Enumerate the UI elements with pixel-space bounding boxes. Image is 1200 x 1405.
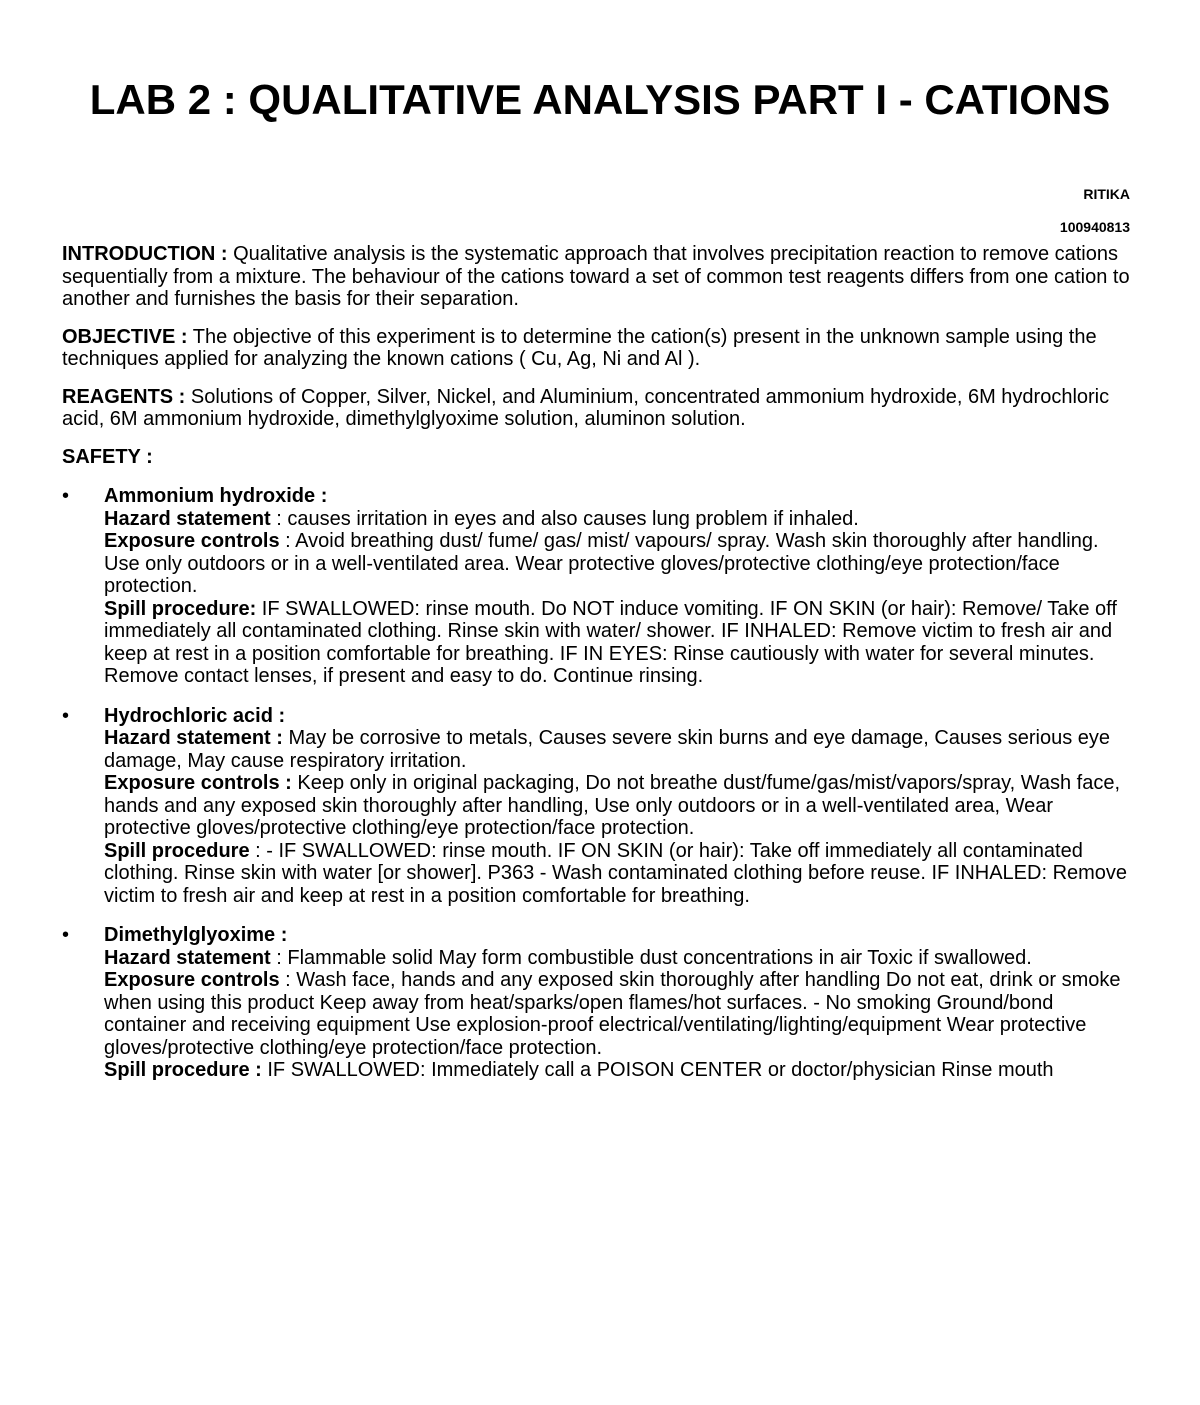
exposure-text: : Avoid breathing dust/ fume/ gas/ mist/ vapours/ spray. Wash skin thoroughly after handling. Use only outdoors or in a well-ventilated area. Wear protective gloves/protective clothing/eye protection/face protection. bbox=[104, 530, 1099, 597]
hazard-text: : causes irritation in eyes and also causes lung problem if inhaled. bbox=[270, 507, 859, 530]
exposure-controls bbox=[104, 969, 1137, 1059]
safety-item-hydrochloric-acid bbox=[62, 705, 1137, 908]
introduction-label: INTRODUCTION : bbox=[62, 243, 228, 265]
objective-paragraph bbox=[62, 326, 1137, 371]
hazard-label: Hazard statement bbox=[104, 507, 271, 530]
exposure-text: Keep only in original packaging, Do not breathe dust/fume/gas/mist/vapors/spray, Wash face, hands and any exposed skin thoroughly after handling, Use only outdoors or in a well-ventilated area, Wear protective gloves/protective clothing/eye protection/face protection. bbox=[104, 772, 1121, 839]
safety-item-ammonium-hydroxide bbox=[62, 485, 1137, 688]
bullet-icon: • bbox=[62, 485, 70, 507]
reagents-paragraph bbox=[62, 386, 1137, 431]
reagents-label: REAGENTS : bbox=[62, 385, 186, 408]
hazard-statement bbox=[104, 727, 1137, 772]
spill-text: : - IF SWALLOWED: rinse mouth. IF ON SKIN (or hair): Take off immediately all contaminated clothing. Rinse skin with water [or shower]. P363 - Wash contaminated clothing before reuse. IF INHALED: Remove victim to fresh air and keep at rest in a position comfortable for breathing. bbox=[104, 839, 1128, 907]
introduction-text: Qualitative analysis is the systematic approach that involves precipitation reaction to remove cations sequentially from a mixture. The behaviour of the cations toward a set of common test reagents differs from one cation to another and furnishes the basis for their separation. bbox=[62, 243, 1130, 310]
chemical-name: Dimethylglyoxime : bbox=[104, 924, 288, 946]
objective-text: The objective of this experiment is to determine the cation(s) present in the unknown sample using the techniques applied for analyzing the known cations ( Cu, Ag, Ni and Al ). bbox=[62, 325, 1097, 370]
hazard-statement bbox=[104, 947, 1137, 970]
author-name: RITIKA bbox=[1083, 186, 1130, 202]
objective-label: OBJECTIVE : bbox=[62, 325, 188, 348]
hazard-label: Hazard statement bbox=[104, 946, 271, 969]
bullet-icon: • bbox=[62, 704, 70, 727]
exposure-label: Exposure controls bbox=[104, 969, 280, 991]
exposure-controls bbox=[104, 530, 1137, 598]
spill-label: Spill procedure bbox=[104, 839, 250, 862]
hazard-text: : Flammable solid May form combustible dust concentrations in air Toxic if swallowed. bbox=[270, 946, 1032, 969]
document-body bbox=[62, 243, 1137, 1099]
spill-procedure bbox=[104, 1059, 1137, 1082]
spill-text: IF SWALLOWED: rinse mouth. Do NOT induce vomiting. IF ON SKIN (or hair): Remove/ Take off immediately all contaminated clothing. Rinse skin with water/ shower. IF INHALED: Remove victim to fresh air and keep at rest in a position comfortable for breathing. IF IN EYES: Rinse cautiously with water for several minutes. Remove contact lenses, if present and easy to do. Continue rinsing. bbox=[104, 597, 1117, 687]
safety-item-dimethylglyoxime bbox=[62, 924, 1137, 1082]
spill-label: Spill procedure: bbox=[104, 597, 257, 620]
reagents-text: Solutions of Copper, Silver, Nickel, and Aluminium, concentrated ammonium hydroxide, 6M hydrochloric acid, 6M ammonium hydroxide, dimethylglyoxime solution, aluminon solution. bbox=[62, 385, 1110, 430]
hazard-label: Hazard statement : bbox=[104, 727, 283, 749]
chemical-name: Hydrochloric acid : bbox=[104, 704, 286, 727]
hazard-text: May be corrosive to metals, Causes severe skin burns and eye damage, Causes serious eye damage, May cause respiratory irritation. bbox=[104, 727, 1111, 772]
introduction-paragraph bbox=[62, 243, 1137, 311]
exposure-controls bbox=[104, 772, 1137, 840]
safety-heading: SAFETY : bbox=[62, 445, 153, 468]
document-title: LAB 2 : QUALITATIVE ANALYSIS PART I - CATIONS bbox=[89, 76, 1111, 123]
spill-label: Spill procedure : bbox=[104, 1059, 262, 1081]
spill-text: IF SWALLOWED: Immediately call a POISON CENTER or doctor/physician Rinse mouth bbox=[261, 1059, 1054, 1081]
exposure-label: Exposure controls : bbox=[104, 772, 292, 794]
exposure-text: : Wash face, hands and any exposed skin thoroughly after handling Do not eat, drink or smoke when using this product Keep away from heat/sparks/open flames/hot surfaces. - No smoking Ground/bond container and receiving equipment Use explosion-proof electrical/ventilating/lighting/equipment Wear protective gloves/protective clothing/eye protection/face protection. bbox=[104, 969, 1121, 1059]
student-id: 100940813 bbox=[1059, 219, 1130, 235]
hazard-statement bbox=[104, 508, 1137, 531]
bullet-icon: • bbox=[62, 924, 70, 946]
spill-procedure bbox=[104, 598, 1137, 688]
spill-procedure bbox=[104, 840, 1137, 908]
author-block bbox=[1060, 178, 1130, 244]
chemical-name: Ammonium hydroxide : bbox=[104, 485, 328, 507]
exposure-label: Exposure controls bbox=[104, 530, 280, 552]
